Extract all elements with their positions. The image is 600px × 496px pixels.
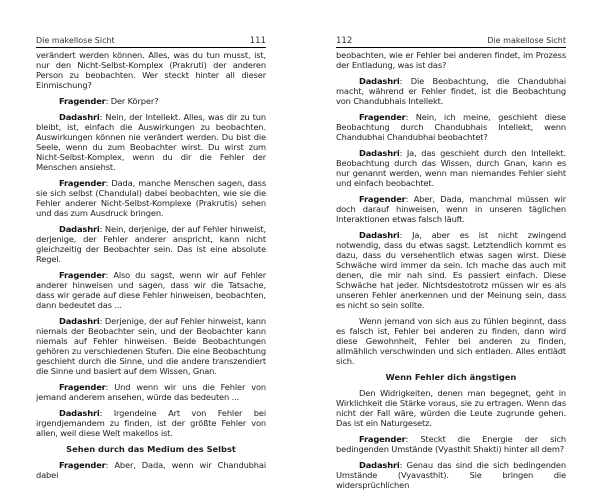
speaker: Dadashri bbox=[59, 316, 100, 326]
paragraph bbox=[336, 148, 566, 188]
paragraph-text: : Steckt die Energie der sich bedingenden Umstände (Vyasthit Shakti) hinter all dem? bbox=[336, 434, 566, 454]
paragraph-text: : Der Körper? bbox=[105, 96, 159, 106]
speaker: Dadashri bbox=[359, 76, 400, 86]
section-heading: Sehen durch das Medium des Selbst bbox=[66, 444, 236, 454]
paragraph bbox=[36, 178, 266, 218]
paragraph-text: : Nein, ich meine, geschieht diese Beobachtung durch Chandubhais Intellekt, wenn Chandubhai Chandubhai beobachtet? bbox=[336, 112, 566, 142]
paragraph bbox=[36, 50, 266, 90]
page-body bbox=[336, 388, 566, 490]
paragraph-text: : Aber, Dada, manchmal müssen wir doch darauf hinweisen, wenn in unseren täglichen Interaktionen etwas falsch läuft. bbox=[336, 194, 566, 224]
paragraph-text: : Ja, aber es ist nicht zwingend notwendig, dass du etwas sagst. Letztendlich kommt es dazu, dass du versehentlich etwas sagen wirst. Diese Schwäche wird immer da sein. Ich mache das auch mit denen, die mir nah sind. Es passiert einfach. Diese Schwäche hat jeder. Nichtsdestotrotz müssen wir es als unseren Fehler anerkennen und der Meinung sein, dass es nicht so sein sollte. bbox=[336, 230, 566, 310]
speaker: Dadashri bbox=[359, 230, 400, 240]
paragraph-text: : Dada, manche Menschen sagen, dass sie sich selbst (Chandulal) dabei beobachten, wie sie die Fehler anderer Nicht-Selbst-Komplexe (Prakrutis) sehen und das zum Ausdruck bringen. bbox=[36, 178, 266, 218]
paragraph bbox=[336, 50, 566, 70]
speaker: Dadashri bbox=[359, 148, 400, 158]
speaker: Dadashri bbox=[59, 224, 100, 234]
section-heading: Wenn Fehler dich ängstigen bbox=[385, 372, 517, 382]
speaker: Fragender bbox=[59, 382, 106, 392]
page-body bbox=[36, 50, 266, 438]
paragraph bbox=[336, 194, 566, 224]
right-page bbox=[336, 36, 566, 496]
paragraph-text: : Ja, das geschieht durch den Intellekt. Beobachtung durch das Wissen, durch Gnan, kann es nur genannt werden, wenn man niemandes Fehler sieht und einfach beobachtet. bbox=[336, 148, 566, 188]
speaker: Fragender bbox=[59, 96, 106, 106]
paragraph bbox=[36, 112, 266, 172]
speaker: Fragender bbox=[59, 178, 106, 188]
page-header bbox=[36, 36, 266, 48]
speaker: Fragender bbox=[359, 194, 406, 204]
paragraph-text: : Die Beobachtung, die Chandubhai macht, während er Fehler findet, ist die Beobachtung von Chandubhais Intellekt. bbox=[336, 76, 566, 106]
paragraph-text: Den Widrigkeiten, denen man begegnet, geht in Wirklichkeit die Stärke voraus, sie zu ertragen. Wenn das nicht der Fall wäre, würden die Leute zugrunde gehen. Das ist ein Naturgesetz. bbox=[336, 388, 566, 428]
paragraph bbox=[36, 408, 266, 438]
speaker: Fragender bbox=[59, 460, 106, 470]
speaker: Dadashri bbox=[359, 460, 400, 470]
paragraph bbox=[36, 270, 266, 310]
paragraph bbox=[336, 460, 566, 490]
running-title: Die makellose Sicht bbox=[487, 36, 566, 45]
paragraph-text: : Nein, derjenige, der auf Fehler hinweist, derjenige, der Fehler anderer anspricht, kann nicht gleichzeitig der Beobachter sein. Das ist eine absolute Regel. bbox=[36, 224, 266, 264]
paragraph-text: : Irgendeine Art von Fehler bei irgendjemandem zu finden, ist der größte Fehler von allen, weil diese Welt makellos ist. bbox=[36, 408, 266, 438]
paragraph bbox=[336, 434, 566, 454]
paragraph bbox=[336, 388, 566, 428]
paragraph-text: : Nein, der Intellekt. Alles, was dir zu tun bleibt, ist, einfach die Auswirkungen zu beobachten. Auswirkungen können nie verändert werden. Du bist die Seele, wenn du zum Beobachter wirst. Du wirst zum Nicht-Selbst-Komplex, wenn du dir die Fehler der Menschen ansiehst. bbox=[36, 112, 266, 172]
page-body bbox=[336, 50, 566, 366]
running-title: Die makellose Sicht bbox=[36, 36, 115, 45]
paragraph bbox=[36, 382, 266, 402]
paragraph-text: : Derjenige, der auf Fehler hinweist, kann niemals der Beobachter sein, und der Beobachter kann niemals auf Fehler hinweisen. Beide Beobachtungen gehören zu verschiedenen Stufen. Die eine Beobachtung geschieht durch die Sinne, und die andere transzendiert die Sinne und basiert auf dem Wissen, Gnan. bbox=[36, 316, 266, 376]
paragraph bbox=[336, 112, 566, 142]
paragraph bbox=[336, 316, 566, 366]
paragraph-text: : Also du sagst, wenn wir auf Fehler anderer hinweisen und sagen, dass wir die Tatsache, dass wir gerade auf diese Fehler hinweisen, beobachten, dann bedeutet das ... bbox=[36, 270, 266, 310]
paragraph bbox=[36, 96, 266, 106]
page-header bbox=[336, 36, 566, 48]
page-number: 111 bbox=[249, 36, 266, 46]
speaker: Fragender bbox=[359, 112, 406, 122]
paragraph-text: : Aber, Dada, wenn wir Chandubhai dabei bbox=[36, 460, 266, 480]
paragraph bbox=[336, 76, 566, 106]
page-number: 112 bbox=[336, 36, 353, 46]
paragraph bbox=[336, 230, 566, 310]
paragraph-text: Wenn jemand von sich aus zu fühlen beginnt, dass es falsch ist, Fehler bei anderen zu finden, dann wird diese Gewohnheit, Fehler bei anderen zu finden, allmählich verschwinden und sich entladen. Alles entlädt sich. bbox=[336, 316, 566, 366]
speaker: Dadashri bbox=[59, 408, 100, 418]
paragraph bbox=[36, 224, 266, 264]
paragraph bbox=[36, 316, 266, 376]
paragraph-text: verändert werden können. Alles, was du tun musst, ist, nur den Nicht-Selbst-Komplex (Prakruti) der anderen Person zu beobachten. Wer steckt hinter all dieser Einmischung? bbox=[36, 50, 266, 90]
paragraph bbox=[36, 460, 266, 480]
paragraph-text: : Und wenn wir uns die Fehler von jemand anderem ansehen, würde das bedeuten ... bbox=[36, 382, 266, 402]
paragraph-text: beobachten, wie er Fehler bei anderen findet, im Prozess der Entladung, was ist das? bbox=[336, 50, 566, 70]
paragraph-text: : Genau das sind die sich bedingenden Umstände (Vyavasthit). Sie bringen die widersprüchlichen bbox=[336, 460, 566, 490]
speaker: Fragender bbox=[59, 270, 106, 280]
speaker: Dadashri bbox=[59, 112, 100, 122]
speaker: Fragender bbox=[359, 434, 406, 444]
left-page bbox=[36, 36, 266, 486]
